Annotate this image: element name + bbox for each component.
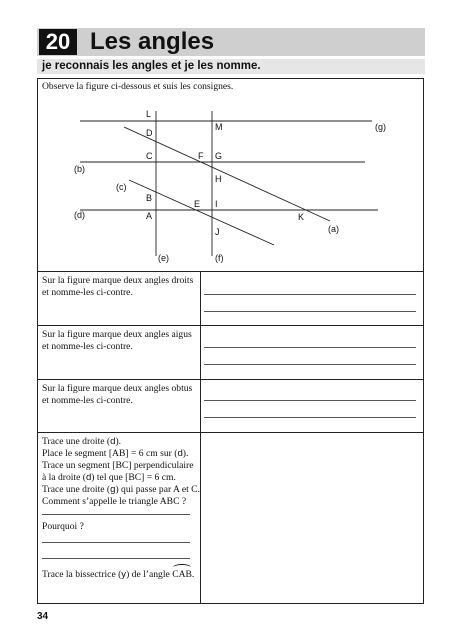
label-A: A <box>146 211 153 221</box>
construction-step-2: Place le segment [AB] = 6 cm sur (d). <box>42 448 189 459</box>
label-L: L <box>146 109 152 119</box>
construction-question: Comment s’appelle le triangle ABC ? <box>42 496 187 507</box>
label-D: D <box>146 128 153 138</box>
label-e: (e) <box>158 253 169 263</box>
answer-line[interactable] <box>204 347 416 348</box>
label-c: (c) <box>116 182 127 192</box>
answer-line[interactable] <box>204 311 416 312</box>
label-E: E <box>194 199 201 209</box>
answer-line[interactable] <box>204 294 416 295</box>
label-C: C <box>146 151 153 161</box>
label-M: M <box>215 122 223 132</box>
task-right-angles-line2: et nomme-les ci-contre. <box>42 287 133 298</box>
answer-line[interactable] <box>204 400 416 401</box>
task-acute-angles-line2: et nomme-les ci-contre. <box>42 341 133 352</box>
subtitle: je reconnais les angles et je les nomme. <box>42 60 261 72</box>
task-right-angles-line1: Sur la figure marque deux angles droits <box>42 275 194 286</box>
answer-line[interactable] <box>204 417 416 418</box>
construction-step-3: Trace un segment [BC] perpendiculaire <box>42 460 194 471</box>
instruction: Observe la figure ci-dessous et suis les consignes. <box>42 81 234 92</box>
answer-line[interactable] <box>42 542 190 543</box>
page-number: 34 <box>37 611 49 622</box>
task-obtuse-angles-line2: et nomme-les ci-contre. <box>42 395 133 406</box>
label-I: I <box>215 199 218 209</box>
label-a: (a) <box>328 224 339 234</box>
task-obtuse-angles-line1: Sur la figure marque deux angles obtus <box>42 383 193 394</box>
label-b: (b) <box>74 164 85 174</box>
exercise-number: 20 <box>39 29 77 55</box>
construction-step-5: Trace une droite (g) qui passe par A et C. <box>42 484 200 495</box>
label-g: (g) <box>375 122 386 132</box>
answer-line[interactable] <box>42 514 190 515</box>
label-G: G <box>215 151 223 161</box>
why-question: Pourquoi ? <box>42 521 84 532</box>
answer-line[interactable] <box>42 558 190 559</box>
bisector-instruction: Trace la bissectrice (y) de l’angle CAB. <box>42 569 194 581</box>
angle-name: CAB <box>172 569 192 580</box>
label-f: (f) <box>215 253 224 263</box>
label-H: H <box>215 174 222 184</box>
label-K: K <box>298 212 305 222</box>
label-F: F <box>198 151 204 161</box>
label-B: B <box>146 193 153 203</box>
angle-hat-icon <box>173 564 191 571</box>
exercise-title: Les angles <box>90 28 215 55</box>
construction-step-1: Trace une droite (d). <box>42 436 122 447</box>
label-J: J <box>215 227 220 237</box>
construction-step-4: à la droite (d) tel que [BC] = 6 cm. <box>42 472 176 483</box>
answer-line[interactable] <box>204 364 416 365</box>
label-d: (d) <box>74 210 85 220</box>
task-acute-angles-line1: Sur la figure marque deux angles aigus <box>42 329 192 340</box>
line-a <box>124 127 330 221</box>
